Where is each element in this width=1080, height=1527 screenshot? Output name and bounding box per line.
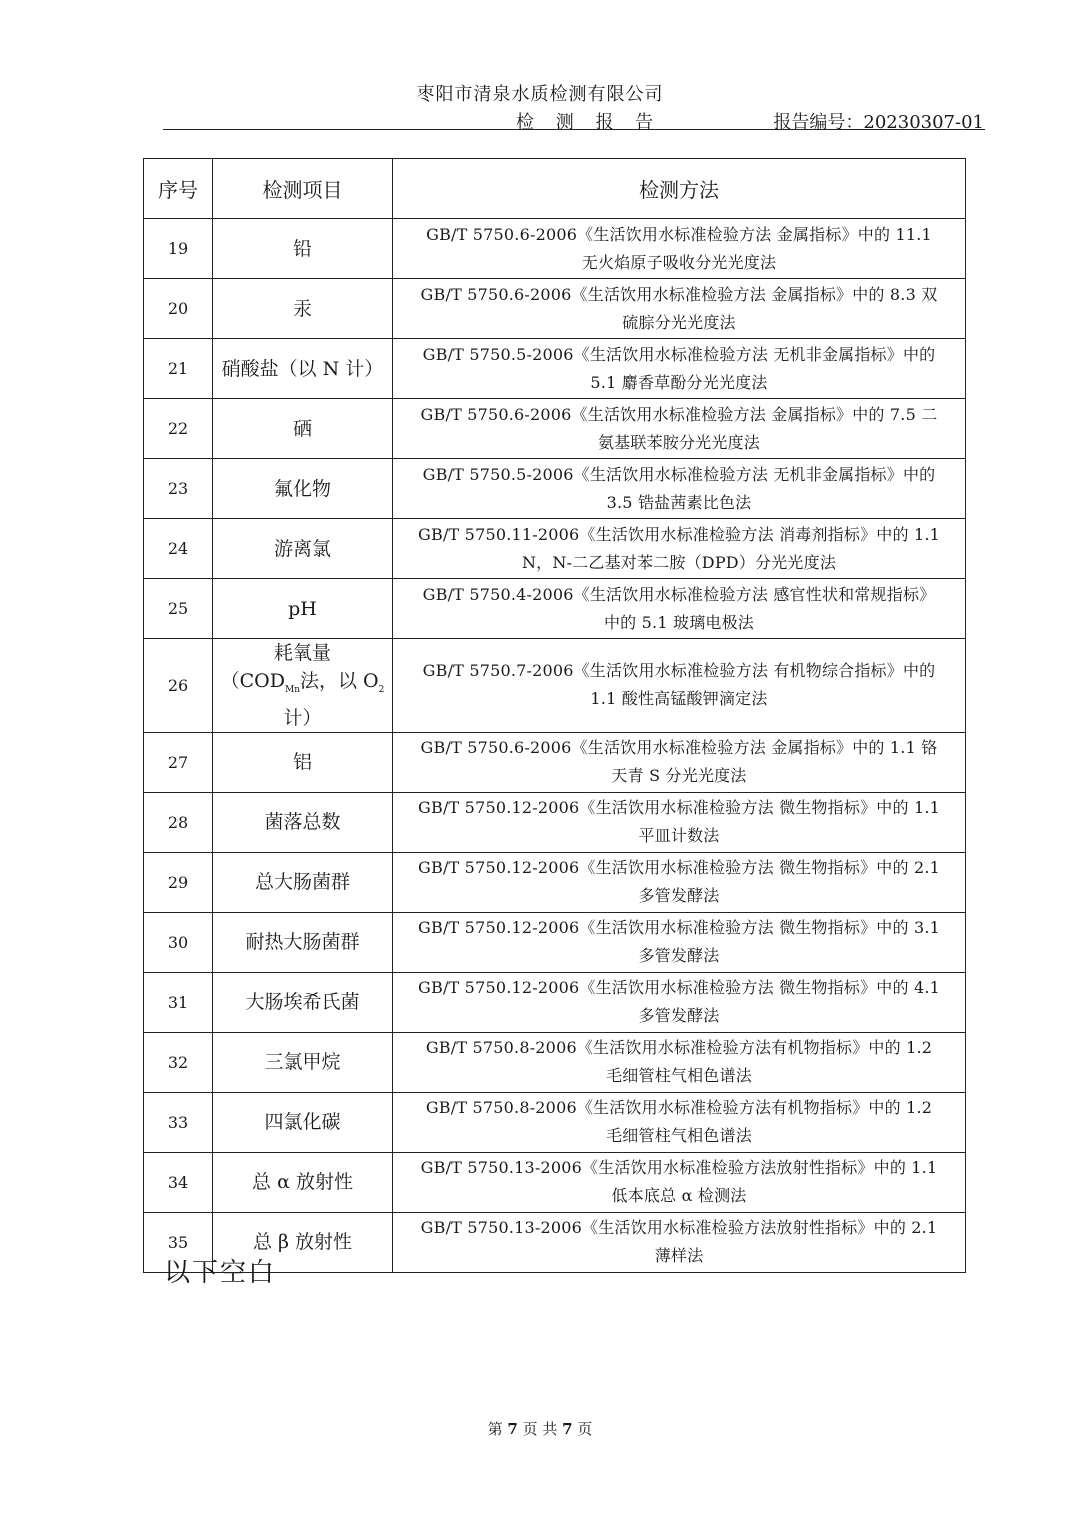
table-row [144,399,966,459]
test-item: 硒 [213,399,393,459]
test-method-line: GB/T 5750.8-2006《生活饮用水标准检验方法有机物指标》中的 1.2 [425,1038,933,1058]
test-item: 总大肠菌群 [213,852,393,912]
test-method [393,732,966,792]
test-method-line: GB/T 5750.6-2006《生活饮用水标准检验方法 金属指标》中的 1.1 铬 [420,738,938,758]
table-body [144,219,966,1273]
row-number: 26 [144,639,213,733]
test-item: 三氯甲烷 [213,1032,393,1092]
test-method-line: 低本底总 α 检测法 [611,1186,747,1206]
header-seq: 序号 [144,159,213,219]
header-item: 检测项目 [213,159,393,219]
test-item [213,639,393,733]
test-item: 四氯化碳 [213,1092,393,1152]
report-number: 报告编号：20230307-01 [773,112,984,133]
row-number: 29 [144,852,213,912]
test-method-line: GB/T 5750.6-2006《生活饮用水标准检验方法 金属指标》中的 11.1 [426,224,932,244]
test-method [393,1032,966,1092]
test-method-line: GB/T 5750.12-2006《生活饮用水标准检验方法 微生物指标》中的 3.1 [418,918,940,938]
test-method-line: GB/T 5750.12-2006《生活饮用水标准检验方法 微生物指标》中的 4.1 [418,978,940,998]
blank-note: 以下空白 [164,1258,277,1288]
row-number: 31 [144,972,213,1032]
footer-prefix: 第 [487,1420,503,1438]
test-method [393,219,966,279]
test-methods-table [143,158,966,1273]
test-item-note-mid: 法，以 O [300,670,379,692]
row-number: 32 [144,1032,213,1092]
table-row [144,579,966,639]
table-row [144,1092,966,1152]
test-method-line: 5.1 麝香草酚分光光度法 [590,372,768,392]
table-row [144,339,966,399]
test-item-note-sub1: Mn [284,684,300,695]
test-method-line: 薄样法 [654,1246,704,1266]
test-method [393,1152,966,1212]
test-method [393,279,966,339]
test-method-line: N，N-二乙基对苯二胺（DPD）分光光度法 [521,552,837,572]
row-number: 25 [144,579,213,639]
test-method-line: GB/T 5750.12-2006《生活饮用水标准检验方法 微生物指标》中的 2.1 [418,858,940,878]
test-method [393,519,966,579]
test-method-line: 多管发酵法 [638,886,720,906]
table-row [144,792,966,852]
table-row [144,219,966,279]
row-number: 21 [144,339,213,399]
test-method-line: 多管发酵法 [638,1006,720,1026]
test-method [393,1212,966,1272]
test-method-line: GB/T 5750.6-2006《生活饮用水标准检验方法 金属指标》中的 8.3 双 [420,284,938,304]
test-method-line: 1.1 酸性高锰酸钾滴定法 [590,689,768,709]
test-method-line: 天青 S 分光光度法 [611,766,747,786]
test-item: 铝 [213,732,393,792]
test-method [393,399,966,459]
test-method-line: 多管发酵法 [638,946,720,966]
test-method [393,639,966,733]
footer-page: 7 [507,1420,518,1438]
table-row [144,639,966,733]
row-number: 34 [144,1152,213,1212]
row-number: 23 [144,459,213,519]
company-name: 枣阳市清泉水质检测有限公司 [416,84,664,105]
footer-total: 7 [562,1420,573,1438]
test-method-line: 毛细管柱气相色谱法 [606,1126,752,1146]
footer-mid: 页 共 [522,1420,558,1438]
test-item: 游离氯 [213,519,393,579]
test-method-line: 氨基联苯胺分光光度法 [597,432,760,452]
test-item: 总 β 放射性 [213,1212,393,1272]
test-method-line: GB/T 5750.12-2006《生活饮用水标准检验方法 微生物指标》中的 1.1 [418,798,940,818]
test-method [393,852,966,912]
header-method: 检测方法 [393,159,966,219]
test-method-line: GB/T 5750.8-2006《生活饮用水标准检验方法有机物指标》中的 1.2 [425,1098,933,1118]
table-row [144,972,966,1032]
table-row [144,519,966,579]
row-number: 28 [144,792,213,852]
test-item: 硝酸盐（以 N 计） [213,339,393,399]
test-method-line: GB/T 5750.6-2006《生活饮用水标准检验方法 金属指标》中的 7.5 二 [420,404,938,424]
test-item-name: 耗氧量 [273,642,331,664]
test-method [393,459,966,519]
table-row [144,279,966,339]
test-item: 总 α 放射性 [213,1152,393,1212]
row-number: 30 [144,912,213,972]
test-method [393,912,966,972]
test-item: pH [213,579,393,639]
test-item: 氟化物 [213,459,393,519]
row-number: 33 [144,1092,213,1152]
test-method-line: GB/T 5750.11-2006《生活饮用水标准检验方法 消毒剂指标》中的 1.1 [418,524,940,544]
row-number: 24 [144,519,213,579]
footer-suffix: 页 [577,1420,593,1438]
test-item: 菌落总数 [213,792,393,852]
row-number: 22 [144,399,213,459]
test-item: 大肠埃希氏菌 [213,972,393,1032]
test-method-line: 硫腙分光光度法 [622,312,736,332]
table-row [144,852,966,912]
test-item-note-post: 计） [283,706,322,729]
table-row [144,732,966,792]
test-method-line: 无火焰原子吸收分光光度法 [581,252,777,272]
table-row [144,459,966,519]
test-method-line: GB/T 5750.5-2006《生活饮用水标准检验方法 无机非金属指标》中的 [422,464,936,484]
test-item-note-sub2: 2 [378,684,385,695]
table-header-row [144,159,966,219]
page-footer [0,1418,1080,1439]
header-rule [163,129,985,130]
test-method [393,972,966,1032]
test-method-line: GB/T 5750.13-2006《生活饮用水标准检验方法放射性指标》中的 1.1 [420,1158,938,1178]
test-method-line: GB/T 5750.7-2006《生活饮用水标准检验方法 有机物综合指标》中的 [422,661,936,681]
test-method-line: 中的 5.1 玻璃电极法 [603,612,755,632]
row-number: 35 [144,1212,213,1272]
test-method-line: 3.5 锆盐茜素比色法 [606,492,752,512]
test-item: 汞 [213,279,393,339]
report-title: 检 测 报 告 [516,112,662,133]
test-method-line: GB/T 5750.13-2006《生活饮用水标准检验方法放射性指标》中的 2.1 [420,1218,938,1238]
test-method [393,579,966,639]
test-item: 耐热大肠菌群 [213,912,393,972]
test-method [393,1092,966,1152]
test-method [393,339,966,399]
table-row [144,1152,966,1212]
test-item-note-pre: （COD [220,670,285,692]
row-number: 19 [144,219,213,279]
test-method-line: 毛细管柱气相色谱法 [606,1066,752,1086]
test-method-line: GB/T 5750.4-2006《生活饮用水标准检验方法 感官性状和常规指标》 [422,584,936,604]
row-number: 20 [144,279,213,339]
test-item-note [213,667,392,732]
table-row [144,1032,966,1092]
row-number: 27 [144,732,213,792]
table-row [144,912,966,972]
test-item: 铅 [213,219,393,279]
test-method-line: GB/T 5750.5-2006《生活饮用水标准检验方法 无机非金属指标》中的 [422,344,936,364]
test-method-line: 平皿计数法 [638,826,720,846]
test-method [393,792,966,852]
